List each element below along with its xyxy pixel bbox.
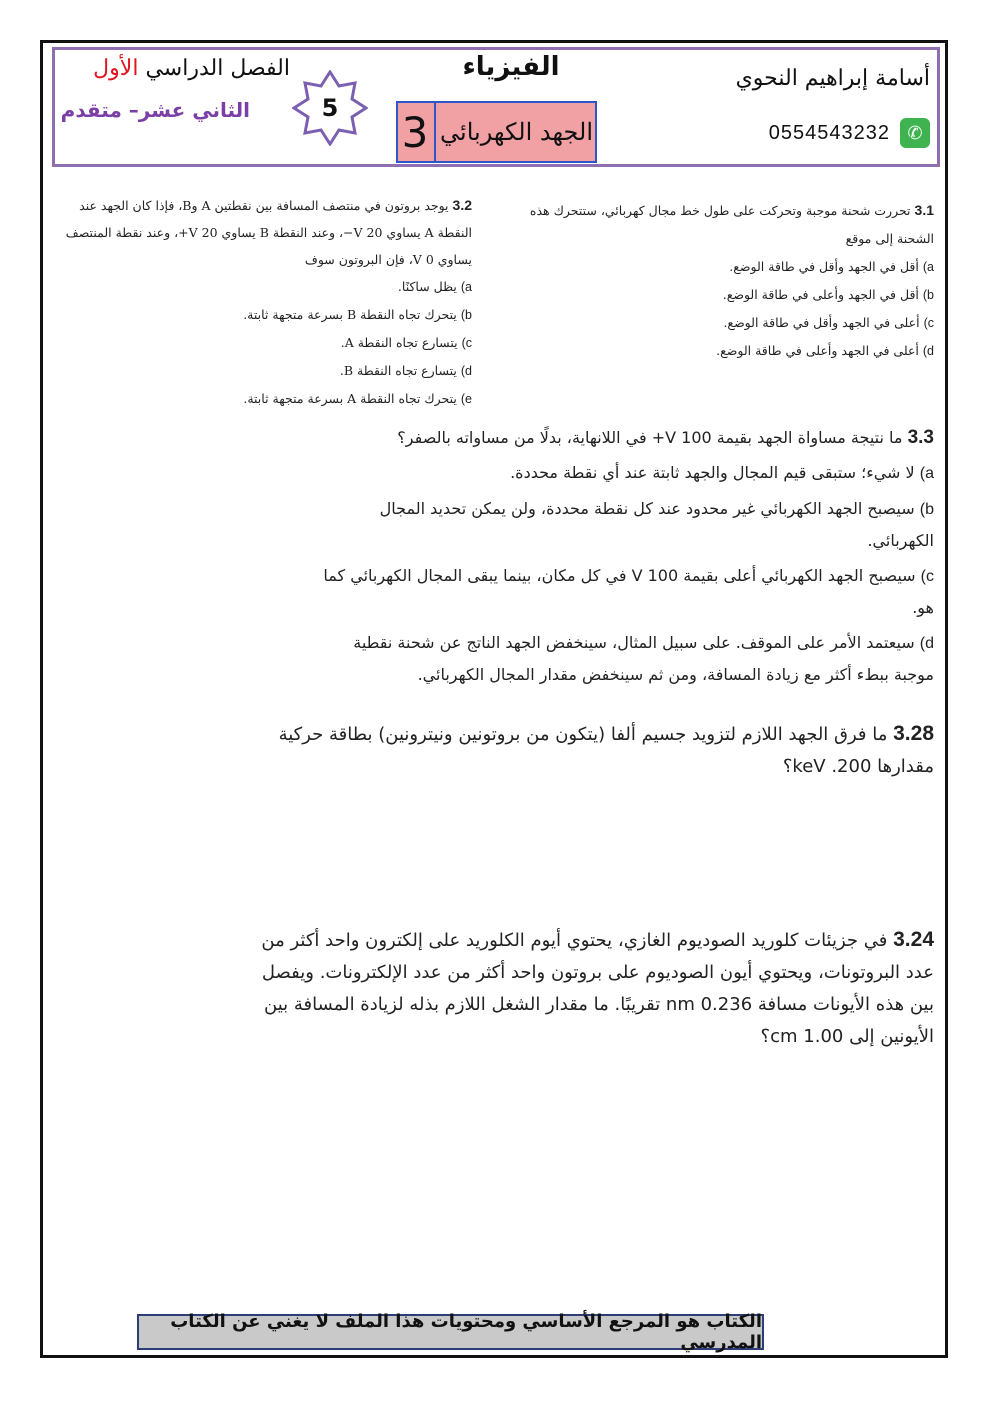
question-stem: يوجد بروتون في منتصف المسافة بين نقطتين A وB، فإذا كان الجهد عند النقطة A يساوي V 20−، وعند النقطة B يساوي V 20+، وعند نقطة المنتصف يساوي 0 V، فإن البروتون سوف bbox=[65, 198, 472, 267]
option-d: d) سيعتمد الأمر على الموقف. على سبيل المثال، سينخفض الجهد الناتج عن شحنة نقطية موجبة ببطء أكثر مع زيادة المسافة، ومن ثم سينخفض مقدار المجال الكهربائي. bbox=[353, 633, 934, 684]
question-number: 3.1 bbox=[914, 202, 934, 218]
topic-number: 3 bbox=[396, 101, 436, 163]
question-stem-line bbox=[320, 422, 934, 453]
question-3-2 bbox=[52, 192, 472, 413]
grade-label: الثاني عشر– متقدم bbox=[60, 98, 250, 122]
option-e: e) يتحرك تجاه النقطة A بسرعة متجهة ثابتة. bbox=[243, 391, 472, 406]
option-b: b) أقل في الجهد وأعلى في طاقة الوضع. bbox=[722, 287, 934, 302]
question-3-3 bbox=[320, 422, 934, 690]
option-a: a) لا شيء؛ ستبقى قيم المجال والجهد ثابتة عند أي نقطة محددة. bbox=[510, 463, 934, 482]
option-d: d) أعلى في الجهد وأعلى في طاقة الوضع. bbox=[716, 343, 934, 358]
option-a: a) أقل في الجهد وأقل في طاقة الوضع. bbox=[729, 259, 934, 274]
phone-number: 0554543232 bbox=[768, 122, 890, 144]
semester-suffix: الأول bbox=[93, 56, 139, 81]
question-stem: تحررت شحنة موجبة وتحركت على طول خط مجال كهربائي، ستتحرك هذه الشحنة إلى موقع bbox=[529, 203, 934, 246]
option-d: d) يتسارع تجاه النقطة B. bbox=[339, 363, 472, 378]
option-c: c) يتسارع تجاه النقطة A. bbox=[340, 335, 472, 350]
semester-label bbox=[60, 56, 290, 81]
sheet-number: 5 bbox=[321, 94, 339, 122]
question-number: 3.24 bbox=[893, 928, 934, 951]
option-b: b) سيصبح الجهد الكهربائي غير محدود عند كل نقطة محددة، ولن يمكن تحديد المجال الكهربائي. bbox=[379, 499, 934, 550]
semester-prefix: الفصل الدراسي bbox=[145, 56, 290, 81]
question-3-28 bbox=[258, 718, 934, 783]
question-text: في جزيئات كلوريد الصوديوم الغازي، يحتوي أيوم الكلوريد على إلكترون واحد أكثر من عدد البروتونات، ويحتوي أيون الصوديوم على بروتون واحد أكثر من عدد الإلكترونات. ويفصل بين هذه الأيونات مسافة 0.236 nm تقريبًا. ما مقدار الشغل اللازم بذله لزيادة المسافة بين الأيونين إلى 1.00 cm؟ bbox=[261, 930, 934, 1047]
subject-title: الفيزياء bbox=[462, 52, 560, 82]
question-text: ما فرق الجهد اللازم لتزويد جسيم ألفا (يتكون من بروتونين ونيترونين) بطاقة حركية مقدارها 200. keV؟ bbox=[278, 724, 934, 777]
question-number: 3.2 bbox=[452, 197, 472, 213]
option-b: b) يتحرك تجاه النقطة B بسرعة متجهة ثابتة. bbox=[243, 307, 472, 322]
option-c: c) سيصبح الجهد الكهربائي أعلى بقيمة V 100 في كل مكان، بينما يبقى المجال الكهربائي كما هو. bbox=[323, 566, 934, 617]
option-a: a) يظل ساكنًا. bbox=[397, 279, 472, 294]
footer-note: الكتاب هو المرجع الأساسي ومحتويات هذا الملف لا يغني عن الكتاب المدرسي bbox=[137, 1314, 764, 1350]
question-number: 3.3 bbox=[907, 427, 934, 448]
teacher-name: أسامة إبراهيم النحوي bbox=[735, 66, 930, 91]
option-c: c) أعلى في الجهد وأقل في طاقة الوضع. bbox=[723, 315, 934, 330]
question-3-24 bbox=[250, 924, 934, 1053]
topic-title: الجهد الكهربائي bbox=[440, 118, 593, 146]
phone-icon: ✆ bbox=[900, 118, 930, 148]
question-number: 3.28 bbox=[893, 722, 934, 745]
question-3-1 bbox=[520, 196, 934, 365]
question-stem: ما نتيجة مساواة الجهد بقيمة V 100+ في اللانهاية، بدلًا من مساواته بالصفر؟ bbox=[397, 428, 903, 447]
